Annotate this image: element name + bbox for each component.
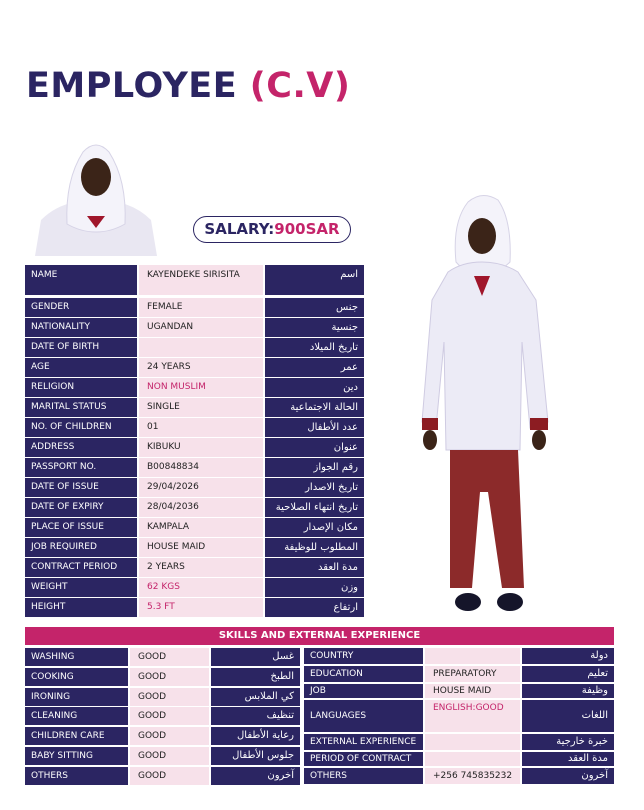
details-label: ADDRESS: [25, 438, 137, 457]
details-value: [139, 338, 263, 357]
experience-value: [425, 648, 520, 664]
page-title: [26, 66, 350, 106]
details-label: WEIGHT: [25, 578, 137, 597]
salary-value: 900SAR: [274, 220, 340, 238]
skill-arabic-label: آخرون: [211, 767, 300, 785]
details-label: PASSPORT NO.: [25, 458, 137, 477]
skill-label: BABY SITTING: [25, 747, 128, 765]
details-label: CONTRACT PERIOD: [25, 558, 137, 577]
skill-label: COOKING: [25, 668, 128, 686]
experience-arabic-label: خبرة خارجية: [522, 734, 614, 750]
experience-label: JOB: [304, 684, 423, 698]
details-arabic-label: دين: [265, 378, 364, 397]
details-value: 01: [139, 418, 263, 437]
skill-arabic-label: غسل: [211, 648, 300, 666]
skill-label: OTHERS: [25, 767, 128, 785]
details-arabic-label: اسم: [265, 265, 364, 295]
salary-badge: [193, 216, 351, 243]
details-value: 2 YEARS: [139, 558, 263, 577]
experience-label: OTHERS: [304, 768, 423, 784]
experience-label: EDUCATION: [304, 666, 423, 682]
details-label: DATE OF BIRTH: [25, 338, 137, 357]
skill-arabic-label: كي الملابس: [211, 688, 300, 706]
full-body-photo: [418, 192, 578, 620]
details-arabic-label: مكان الإصدار: [265, 518, 364, 537]
skill-arabic-label: الطبخ: [211, 668, 300, 686]
experience-label: LANGUAGES: [304, 700, 423, 732]
details-value: B00848834: [139, 458, 263, 477]
details-value: KAYENDEKE SIRISITA: [139, 265, 263, 295]
details-arabic-label: وزن: [265, 578, 364, 597]
details-label: DATE OF ISSUE: [25, 478, 137, 497]
details-arabic-label: ارتفاع: [265, 598, 364, 617]
details-label: JOB REQUIRED: [25, 538, 137, 557]
experience-value: PREPARATORY: [425, 666, 520, 682]
details-arabic-label: عمر: [265, 358, 364, 377]
skill-value: GOOD: [130, 707, 209, 725]
experience-value: [425, 752, 520, 766]
details-arabic-label: عدد الأطفال: [265, 418, 364, 437]
details-label: PLACE OF ISSUE: [25, 518, 137, 537]
experience-value: ENGLISH:GOOD: [425, 700, 520, 732]
details-arabic-label: جنسية: [265, 318, 364, 337]
details-arabic-label: تاريخ الميلاد: [265, 338, 364, 357]
details-value: 28/04/2036: [139, 498, 263, 517]
details-arabic-label: تاريخ الاصدار: [265, 478, 364, 497]
experience-label: COUNTRY: [304, 648, 423, 664]
experience-arabic-label: تعليم: [522, 666, 614, 682]
experience-arabic-label: آخرون: [522, 768, 614, 784]
details-label: RELIGION: [25, 378, 137, 397]
details-value: SINGLE: [139, 398, 263, 417]
experience-label: EXTERNAL EXPERIENCE: [304, 734, 423, 750]
details-value: KIBUKU: [139, 438, 263, 457]
details-value: 24 YEARS: [139, 358, 263, 377]
details-arabic-label: جنس: [265, 298, 364, 317]
experience-label: PERIOD OF CONTRACT: [304, 752, 423, 766]
details-arabic-label: رقم الجواز: [265, 458, 364, 477]
details-label: HEIGHT: [25, 598, 137, 617]
skill-value: GOOD: [130, 747, 209, 765]
salary-label: SALARY:: [204, 220, 275, 238]
details-arabic-label: عنوان: [265, 438, 364, 457]
experience-arabic-label: مدة العقد: [522, 752, 614, 766]
details-value: FEMALE: [139, 298, 263, 317]
experience-arabic-label: دولة: [522, 648, 614, 664]
title-accent: (C.V): [249, 66, 351, 106]
skill-value: GOOD: [130, 668, 209, 686]
experience-value: HOUSE MAID: [425, 684, 520, 698]
details-value: 29/04/2026: [139, 478, 263, 497]
details-label: NO. OF CHILDREN: [25, 418, 137, 437]
experience-value: [425, 734, 520, 750]
portrait-photo: [35, 132, 157, 256]
details-arabic-label: الحالة الاجتماعية: [265, 398, 364, 417]
skill-label: WASHING: [25, 648, 128, 666]
skill-arabic-label: تنظيف: [211, 707, 300, 725]
skill-value: GOOD: [130, 727, 209, 745]
skill-value: GOOD: [130, 688, 209, 706]
skill-value: GOOD: [130, 767, 209, 785]
skill-value: GOOD: [130, 648, 209, 666]
details-value: NON MUSLIM: [139, 378, 263, 397]
title-main: EMPLOYEE: [26, 66, 250, 106]
skill-arabic-label: رعاية الأطفال: [211, 727, 300, 745]
details-label: MARITAL STATUS: [25, 398, 137, 417]
details-value: KAMPALA: [139, 518, 263, 537]
experience-arabic-label: اللغات: [522, 700, 614, 732]
details-label: AGE: [25, 358, 137, 377]
experience-arabic-label: وظيفة: [522, 684, 614, 698]
skill-label: IRONING: [25, 688, 128, 706]
experience-value: +256 745835232: [425, 768, 520, 784]
details-label: NATIONALITY: [25, 318, 137, 337]
details-label: GENDER: [25, 298, 137, 317]
details-label: NAME: [25, 265, 137, 295]
details-arabic-label: تاريخ انتهاء الصلاحية: [265, 498, 364, 517]
skills-heading: SKILLS AND EXTERNAL EXPERIENCE: [25, 627, 614, 645]
skill-label: CHILDREN CARE: [25, 727, 128, 745]
details-arabic-label: المطلوب للوظيفة: [265, 538, 364, 557]
skill-arabic-label: جلوس الأطفال: [211, 747, 300, 765]
skill-label: CLEANING: [25, 707, 128, 725]
details-label: DATE OF EXPIRY: [25, 498, 137, 517]
details-value: 5.3 FT: [139, 598, 263, 617]
details-value: UGANDAN: [139, 318, 263, 337]
details-arabic-label: مدة العقد: [265, 558, 364, 577]
details-value: HOUSE MAID: [139, 538, 263, 557]
details-value: 62 KGS: [139, 578, 263, 597]
